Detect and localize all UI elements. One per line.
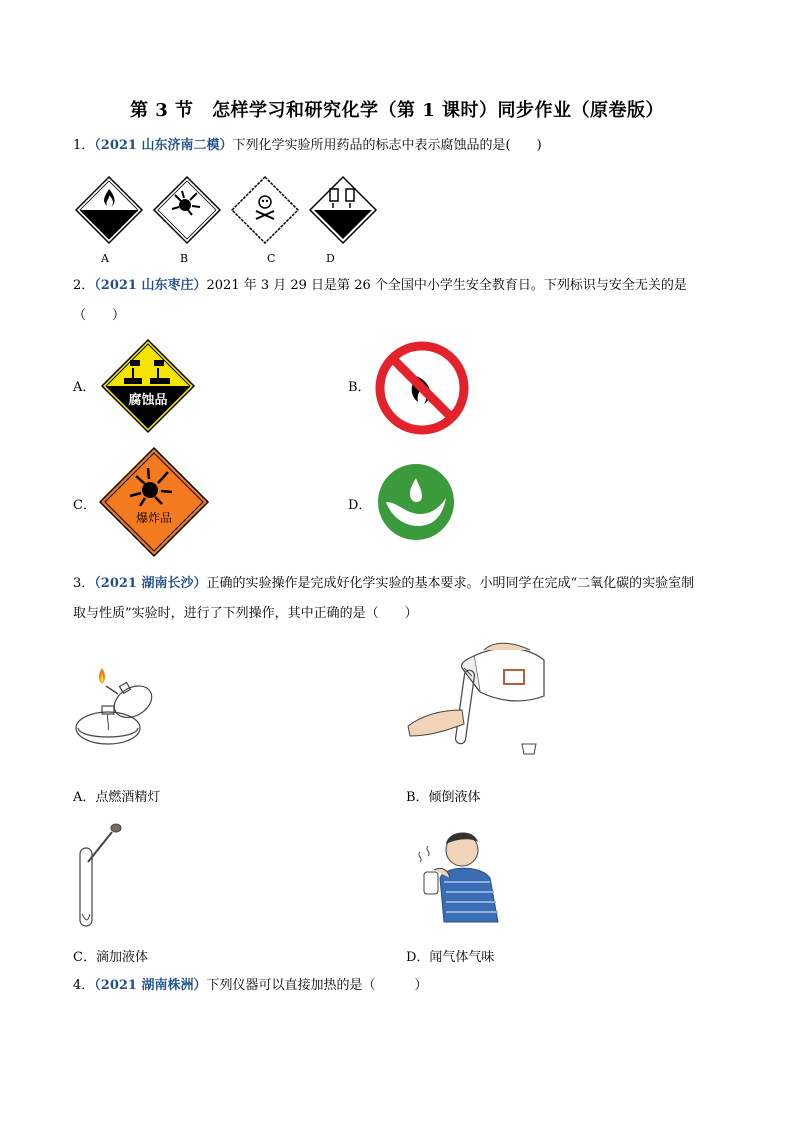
q1-option-d: D bbox=[326, 252, 335, 265]
q2-option-b-label: B． bbox=[348, 380, 371, 395]
hazard-sign-c bbox=[232, 177, 298, 243]
q3-option-c: C．滴加液体 bbox=[73, 950, 148, 965]
q1-hazard-signs bbox=[74, 175, 374, 247]
question-number: 3． bbox=[73, 576, 95, 591]
question-text: 2021 年 3 月 29 日是第 26 个全国中小学生安全教育日。下列标识与安全无关的是 bbox=[206, 278, 687, 293]
q3-option-b: B．倾倒液体 bbox=[406, 790, 481, 805]
q1-option-c: C bbox=[267, 252, 276, 265]
question-text: 下列化学实验所用药品的标志中表示腐蚀品的是( ) bbox=[232, 138, 542, 153]
hazard-sign-b bbox=[154, 177, 220, 243]
question-number: 1． bbox=[73, 138, 95, 153]
explosive-sign-text: 爆炸品 bbox=[135, 511, 173, 525]
explosive-sign bbox=[98, 446, 210, 558]
q1-option-a: A bbox=[101, 252, 109, 265]
corrosive-sign bbox=[100, 338, 196, 434]
question-source: （2021 湖南株洲） bbox=[94, 978, 207, 993]
alcohol-lamp-illustration bbox=[72, 660, 168, 752]
smelling-gas-illustration bbox=[410, 822, 504, 926]
q2-option-d-label: D． bbox=[348, 498, 372, 513]
q2-option-a-label: A． bbox=[73, 380, 96, 395]
no-fire-sign bbox=[376, 342, 468, 434]
q2-option-c-label: C． bbox=[73, 498, 96, 513]
q3-option-d: D．闻气体气味 bbox=[406, 950, 495, 965]
question-source: （2021 山东济南二模） bbox=[94, 138, 233, 153]
question-text: 下列仪器可以直接加热的是（ ） bbox=[206, 978, 428, 993]
q3-option-a: A．点燃酒精灯 bbox=[73, 790, 161, 805]
question-2-bracket: （ ） bbox=[73, 308, 126, 323]
question-4 bbox=[73, 976, 428, 996]
pouring-liquid-illustration bbox=[404, 640, 554, 764]
question-1 bbox=[73, 136, 542, 156]
question-number: 4． bbox=[73, 978, 95, 993]
question-source: （2021 山东枣庄） bbox=[94, 278, 207, 293]
hazard-sign-d bbox=[310, 177, 376, 243]
question-2 bbox=[73, 276, 687, 296]
dropper-illustration bbox=[74, 822, 130, 930]
question-3-line-2: 取与性质”实验时，进行了下列操作，其中正确的是（ ） bbox=[73, 606, 418, 621]
page-title: 第 3 节 怎样学习和研究化学（第 1 课时）同步作业（原卷版） bbox=[129, 100, 665, 121]
question-3 bbox=[73, 574, 694, 594]
hazard-sign-a bbox=[76, 177, 142, 243]
question-number: 2． bbox=[73, 278, 95, 293]
question-source: （2021 湖南长沙） bbox=[94, 576, 207, 591]
water-saving-sign bbox=[376, 462, 456, 542]
corrosive-sign-text: 腐蚀品 bbox=[128, 393, 168, 408]
question-text: 正确的实验操作是完成好化学实验的基本要求。小明同学在完成“二氧化碳的实验室制 bbox=[206, 576, 695, 591]
q1-option-b: B bbox=[180, 252, 189, 265]
